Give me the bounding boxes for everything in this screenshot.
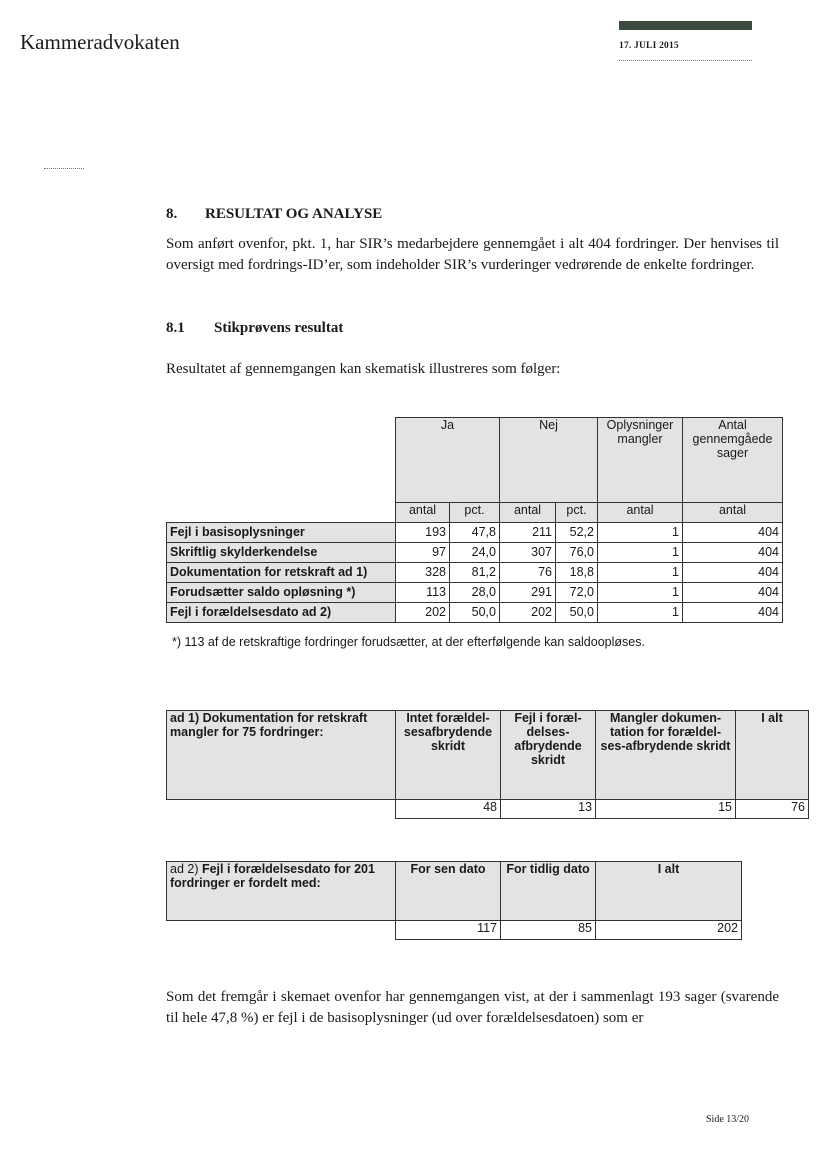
table-cell: 1	[598, 523, 683, 543]
table-cell: 291	[500, 583, 556, 603]
row-label: Fejl i basisoplysninger	[167, 523, 396, 543]
conclusion-paragraph: Som det fremgår i skemaet ovenfor har gennemgangen vist, at der i sammenlagt 193 sager (svarende til hele 47,8 %) er fejl i de basisoplysninger (ud over forældelsesdatoen) som er	[166, 989, 779, 1026]
table-cell: 211	[500, 523, 556, 543]
forældelsesdato-table	[166, 861, 742, 940]
table-cell: 76	[500, 563, 556, 583]
header-nej: Nej	[500, 418, 598, 503]
table-cell: 404	[683, 563, 783, 583]
table-cell: 81,2	[450, 563, 500, 583]
table-cell: 85	[501, 921, 596, 940]
table-row	[167, 543, 783, 563]
header-cell: For tidlig dato	[501, 862, 596, 921]
table-cell: 28,0	[450, 583, 500, 603]
subheader-cell: antal	[598, 503, 683, 523]
table-cell: 202	[396, 603, 450, 623]
section-title: RESULTAT OG ANALYSE	[205, 206, 383, 222]
table-cell: 1	[598, 563, 683, 583]
row-label: Forudsætter saldo opløsning *)	[167, 583, 396, 603]
section-paragraph: Som anført ovenfor, pkt. 1, har SIR’s medarbejdere gennemgået i alt 404 fordringer. Der henvises til oversigt med fordrings-ID’er, som indeholder SIR’s vurderinger vedrørende de enkelte fordringer.	[166, 236, 779, 273]
header-cell: For sen dato	[396, 862, 501, 921]
table-cell: 18,8	[556, 563, 598, 583]
header-cell: I alt	[736, 711, 809, 800]
header-bar	[619, 21, 752, 30]
header-rule	[619, 60, 752, 61]
subheader-cell: antal	[396, 503, 450, 523]
table-row	[167, 563, 783, 583]
retskraft-table	[166, 710, 809, 819]
table-cell: 76	[736, 800, 809, 819]
table-cell: 47,8	[450, 523, 500, 543]
table-row	[167, 603, 783, 623]
header-cell: Fejl i foræl-delses-afbrydende skridt	[501, 711, 596, 800]
label-text: Fejl i forældelsesdato for 201 fordringer er fordelt med:	[170, 862, 375, 890]
table-cell: 52,2	[556, 523, 598, 543]
table-cell: 202	[596, 921, 742, 940]
table-cell: 193	[396, 523, 450, 543]
table-cell: 72,0	[556, 583, 598, 603]
subheader-cell: antal	[500, 503, 556, 523]
table-cell: 13	[501, 800, 596, 819]
table-cell: 404	[683, 603, 783, 623]
forældelsesdato-label	[167, 862, 396, 921]
table-cell: 404	[683, 543, 783, 563]
table-cell: 50,0	[450, 603, 500, 623]
subheader-cell: antal	[683, 503, 783, 523]
table-cell: 404	[683, 523, 783, 543]
table-footnote: *) 113 af de retskraftige fordringer forudsætter, at der efterfølgende kan saldoopløses.	[172, 635, 645, 649]
header-ja: Ja	[396, 418, 500, 503]
table-corner	[167, 503, 396, 523]
table-cell: 48	[396, 800, 501, 819]
row-label: Skriftlig skylderkendelse	[167, 543, 396, 563]
page-number: Side 13/20	[706, 1114, 750, 1125]
table-cell: 113	[396, 583, 450, 603]
table-cell: 202	[500, 603, 556, 623]
document-date: 17. JULI 2015	[619, 41, 679, 51]
header-cell: I alt	[596, 862, 742, 921]
subheader-cell: pct.	[450, 503, 500, 523]
table-spacer	[167, 800, 396, 819]
subsection-intro: Resultatet af gennemgangen kan skematisk illustreres som følger:	[166, 361, 561, 377]
table-cell: 1	[598, 543, 683, 563]
subsection-title: Stikprøvens resultat	[214, 320, 344, 336]
table-row	[167, 523, 783, 543]
retskraft-label: ad 1) Dokumentation for retskraft mangler for 75 fordringer:	[167, 711, 396, 800]
brand-name: Kammeradvokaten	[20, 30, 180, 54]
table-spacer	[167, 921, 396, 940]
table-cell: 404	[683, 583, 783, 603]
header-oplysninger-mangler: Oplysninger mangler	[598, 418, 683, 503]
header-antal-sager: Antal gennemgåede sager	[683, 418, 783, 503]
margin-rule	[44, 168, 84, 169]
subsection-number: 8.1	[166, 320, 185, 336]
table-cell: 328	[396, 563, 450, 583]
results-table	[166, 417, 783, 623]
header-cell: Mangler dokumen-tation for forældel-ses-afbrydende skridt	[596, 711, 736, 800]
table-cell: 15	[596, 800, 736, 819]
table-cell: 97	[396, 543, 450, 563]
table-cell: 24,0	[450, 543, 500, 563]
table-cell: 76,0	[556, 543, 598, 563]
table-cell: 50,0	[556, 603, 598, 623]
label-prefix: ad 2)	[170, 862, 202, 876]
table-row	[167, 583, 783, 603]
table-corner	[167, 418, 396, 503]
table-cell: 1	[598, 603, 683, 623]
header-cell: Intet forældel-sesafbrydende skridt	[396, 711, 501, 800]
section-number: 8.	[166, 206, 178, 222]
table-cell: 1	[598, 583, 683, 603]
row-label: Fejl i forældelsesdato ad 2)	[167, 603, 396, 623]
row-label: Dokumentation for retskraft ad 1)	[167, 563, 396, 583]
table-cell: 307	[500, 543, 556, 563]
subheader-cell: pct.	[556, 503, 598, 523]
table-cell: 117	[396, 921, 501, 940]
